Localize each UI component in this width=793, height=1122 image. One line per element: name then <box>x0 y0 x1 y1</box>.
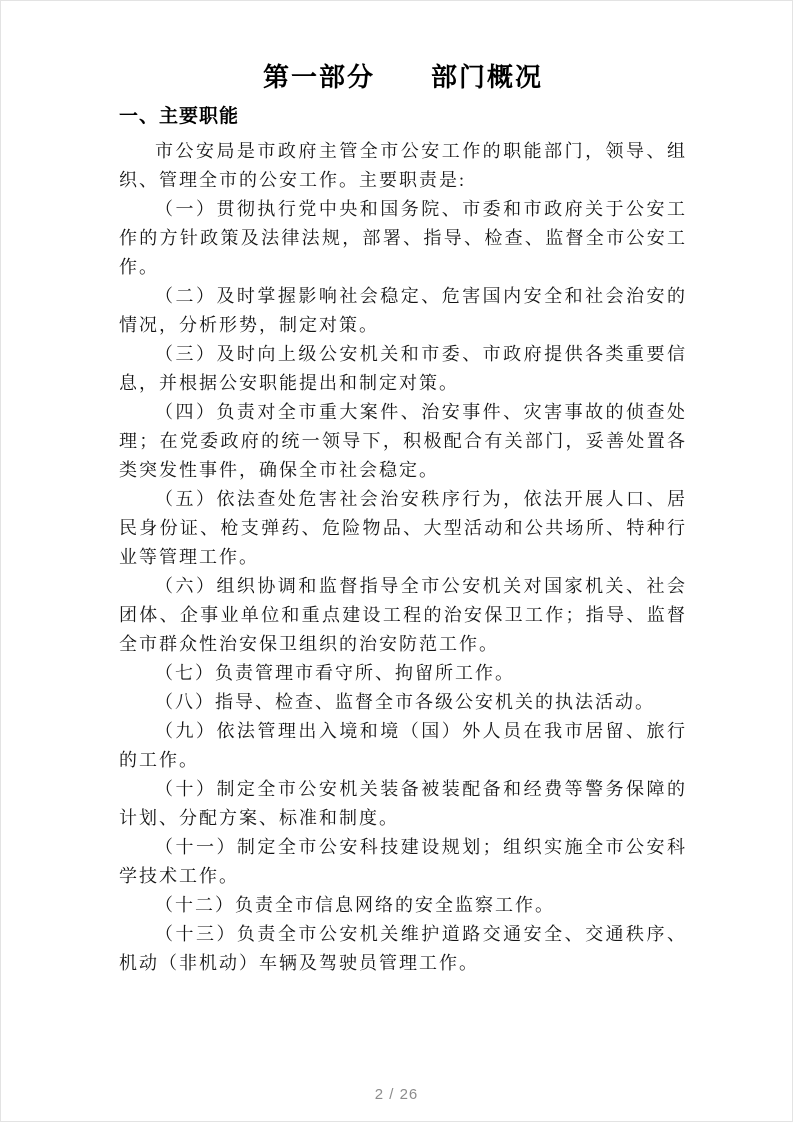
document-title: 第一部分 部门概况 <box>262 62 543 92</box>
paragraph: （十二）负责全市信息网络的安全监察工作。 <box>155 895 555 915</box>
page-content <box>119 57 687 978</box>
paragraph: （九）依法管理出入境和境（国）外人员在我市居留、旅行的工作。 <box>119 721 687 770</box>
paragraph: （七）负责管理市看守所、拘留所工作。 <box>155 663 515 683</box>
paragraph: 市公安局是市政府主管全市公安工作的职能部门，领导、组织、管理全市的公安工作。主要职责是: <box>119 141 687 190</box>
section-heading: 一、主要职能 <box>119 106 240 127</box>
paragraph: （二）及时掌握影响社会稳定、危害国内安全和社会治安的情况，分析形势，制定对策。 <box>119 286 687 335</box>
paragraph: （十三）负责全市公安机关维护道路交通安全、交通秩序、机动（非机动）车辆及驾驶员管理工作。 <box>119 924 687 973</box>
paragraph: （五）依法查处危害社会治安秩序行为，依法开展人口、居民身份证、枪支弹药、危险物品、大型活动和公共场所、特种行业等管理工作。 <box>119 489 687 567</box>
paragraph: （三）及时向上级公安机关和市委、市政府提供各类重要信息，并根据公安职能提出和制定对策。 <box>119 344 687 393</box>
paragraph: （一）贯彻执行党中央和国务院、市委和市政府关于公安工作的方针政策及法律法规，部署、指导、检查、监督全市公安工作。 <box>119 199 687 277</box>
page-number-indicator: 2 / 26 <box>374 1086 419 1103</box>
paragraph: （八）指导、检查、监督全市各级公安机关的执法活动。 <box>155 692 655 712</box>
paragraph: （六）组织协调和监督指导全市公安机关对国家机关、社会团体、企事业单位和重点建设工程的治安保卫工作；指导、监督全市群众性治安保卫组织的治安防范工作。 <box>119 576 687 654</box>
document-body <box>119 137 687 978</box>
paragraph: （四）负责对全市重大案件、治安事件、灾害事故的侦查处理；在党委政府的统一领导下，积极配合有关部门，妥善处置各类突发性事件，确保全市社会稳定。 <box>119 402 687 480</box>
paragraph: （十一）制定全市公安科技建设规划；组织实施全市公安科学技术工作。 <box>119 837 687 886</box>
paragraph: （十）制定全市公安机关装备被装配备和经费等警务保障的计划、分配方案、标准和制度。 <box>119 779 687 828</box>
